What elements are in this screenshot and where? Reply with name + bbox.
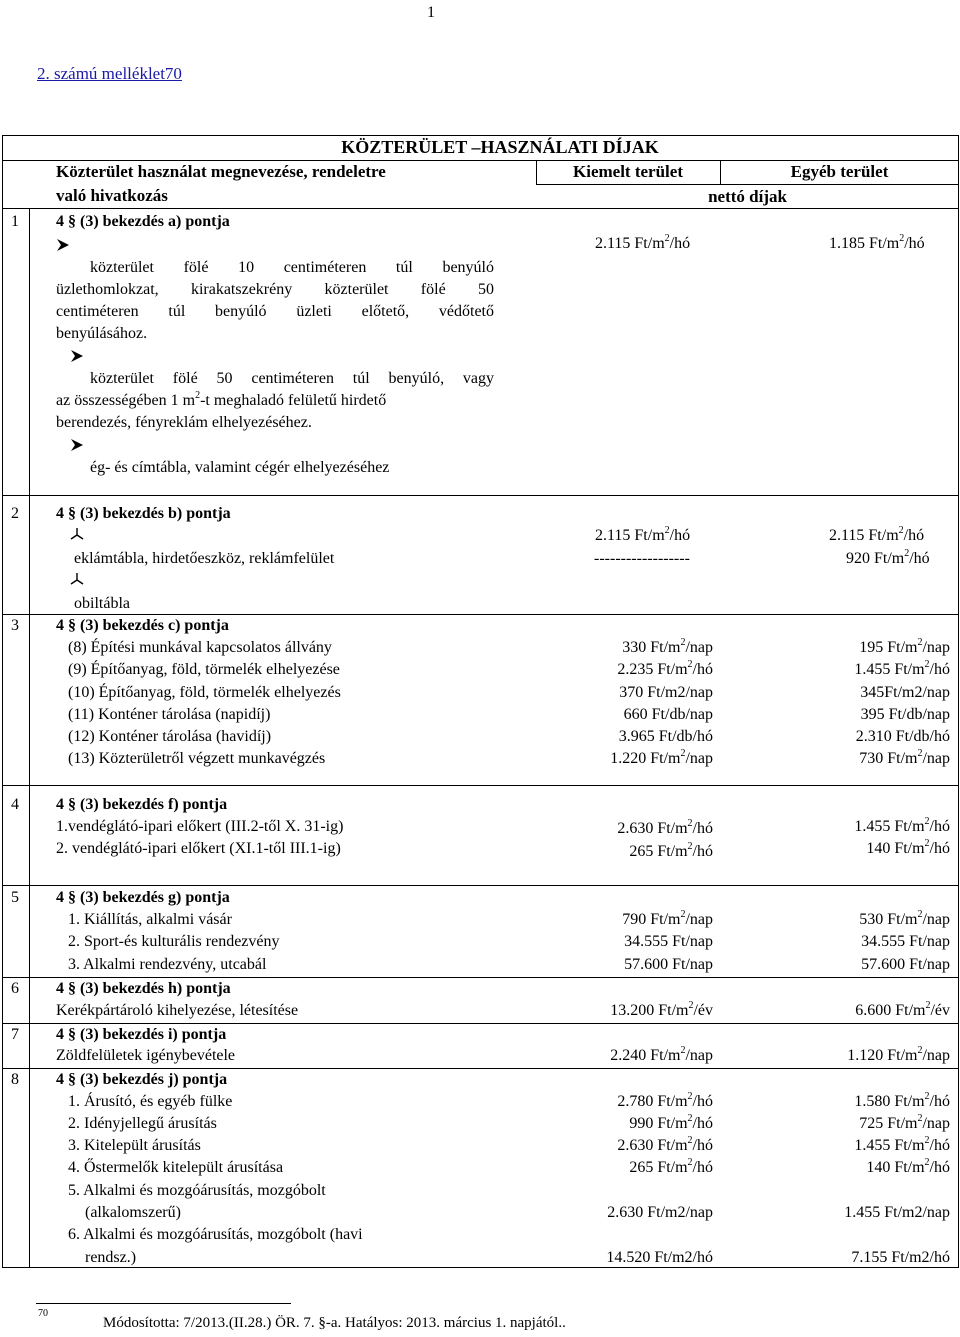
corner-bullet-icon (69, 571, 85, 587)
fee-egyeb: 725 $Ft/m^2$/nap (859, 1112, 950, 1132)
col2-header: Kiemelt terület (573, 162, 683, 181)
fee-egyeb: 140 $Ft/m^2/hó$ (866, 1156, 950, 1176)
bullet-text-line: berendezés, fényreklám elhelyezéséhez. (56, 414, 312, 431)
fee-egyeb: 1.455 $Ft/m^2/hó$ (854, 815, 950, 835)
fee-kiemelt: 2.115 $Ft/m^2/hó$ (595, 524, 691, 544)
list-item: 2. Idényjellegű árusítás (68, 1115, 217, 1132)
list-item: (10) Építőanyag, föld, törmelék elhelyezés (68, 684, 341, 701)
fee-egyeb: 1.185 $Ft/m^2/hó$ (829, 232, 925, 252)
fee-egyeb: 34.555 Ft/nap (861, 933, 950, 950)
fee-egyeb: 395 Ft/db/nap (860, 706, 950, 723)
corner-bullet-icon (69, 526, 85, 542)
fee-kiemelt: 2.630 $Ft/m^2/hó$ (617, 1134, 713, 1154)
bullet-text-line: üzlethomlokzat, kirakatszekrény közterület fölé 50 (56, 281, 494, 298)
fee-egyeb: 1.455 Ft/m2/nap (844, 1204, 950, 1221)
list-item: (alkalomszerű) (85, 1204, 181, 1221)
fee-egyeb: 195 $Ft/m^2$/nap (859, 636, 950, 656)
fee-kiemelt: 2.630 $Ft/m^2/hó$ (617, 817, 713, 837)
fee-kiemelt: 14.520 Ft/m2/hó (606, 1249, 713, 1266)
row-number: 4 (11, 796, 19, 813)
fee-egyeb: 530 $Ft/m^2$/nap (859, 908, 950, 928)
row-reference: 4 § (3) bekezdés h) pontja (56, 980, 231, 997)
list-item: 1.vendéglátó-ipari előkert (III.2-től X. 31-ig) (56, 818, 344, 835)
fee-egyeb: 920 $Ft/m^2/hó$ (846, 547, 930, 567)
row-number: 7 (11, 1026, 19, 1043)
list-item: eklámtábla, hirdetőeszköz, reklámfelület (74, 550, 335, 567)
fee-kiemelt: 330 $Ft/m^2$/nap (622, 636, 713, 656)
bullet-text-line: közterület fölé 10 centiméteren túl benyúló (90, 259, 494, 276)
table-title: KÖZTERÜLET –HASZNÁLATI DÍJAK (341, 137, 659, 157)
fee-kiemelt: 660 Ft/db/nap (623, 706, 713, 723)
fee-kiemelt: 34.555 Ft/nap (624, 933, 713, 950)
row-reference: 4 § (3) bekezdés f) pontja (56, 796, 228, 813)
row-number: 1 (11, 213, 19, 230)
fee-kiemelt: 790 $Ft/m^2$/nap (622, 908, 713, 928)
col1-header: Közterület használat megnevezése, rendeletre (56, 162, 386, 181)
arrow-bullet-icon (56, 238, 70, 252)
row-number: 5 (11, 889, 19, 906)
fee-kiemelt: 2.235 $Ft/m^2/hó$ (617, 658, 713, 678)
bullet-text-line: az összességében 1 $m^2-t$ meghaladó felületű hirdető (56, 389, 387, 409)
list-item: (12) Konténer tárolása (havidíj) (68, 728, 272, 745)
fee-egyeb: 1.120 $Ft/m^2$/nap (847, 1044, 950, 1064)
list-item: 1. Árusító, és egyéb fülke (68, 1093, 233, 1110)
fee-kiemelt: 2.240 $Ft/m^2$/nap (610, 1044, 713, 1064)
row-reference: 4 § (3) bekezdés j) pontja (56, 1071, 228, 1088)
bullet-text-line: ég- és címtábla, valamint cégér elhelyezéséhez (90, 459, 390, 476)
fee-kiemelt: 370 Ft/m2/nap (619, 684, 713, 701)
footnote-separator (36, 1303, 291, 1304)
footnote-text: Módosította: 7/2013.(II.28.) ÖR. 7. §-a. Hatályos: 2013. március 1. napjától.. (103, 1315, 566, 1331)
fee-kiemelt: 13.200 $Ft/m^2/év$ (610, 999, 713, 1019)
fee-egyeb: 1.455 $Ft/m^2/hó$ (854, 658, 950, 678)
row-number: 3 (11, 617, 19, 634)
annex-link[interactable]: 2. számú melléklet70 (37, 64, 182, 83)
fee-egyeb: 345Ft/m2/nap (860, 684, 950, 701)
fee-kiemelt: 2.780 $Ft/m^2/hó$ (617, 1090, 713, 1110)
fee-kiemelt: 265 $Ft/m^2/hó$ (629, 1156, 713, 1176)
list-item: 4. Őstermelők kitelepült árusítása (68, 1159, 284, 1176)
fee-kiemelt: 265 $Ft/m^2/hó$ (629, 840, 713, 860)
row-number: 6 (11, 980, 19, 997)
list-item: rendsz.) (85, 1249, 137, 1266)
row-reference: 4 § (3) bekezdés g) pontja (56, 889, 230, 906)
fee-kiemelt: 3.965 Ft/db/hó (618, 728, 713, 745)
row-number: 8 (11, 1071, 19, 1088)
list-item: (8) Építési munkával kapcsolatos állvány (68, 639, 332, 656)
list-item: (13) Közterületről végzett munkavégzés (68, 750, 326, 767)
row-number: 2 (11, 505, 19, 522)
row-reference: 4 § (3) bekezdés b) pontja (56, 505, 231, 522)
list-item: 3. Kitelepült árusítás (68, 1137, 201, 1154)
list-item: 1. Kiállítás, alkalmi vásár (68, 911, 232, 928)
fee-egyeb: 1.580 $Ft/m^2/hó$ (854, 1090, 950, 1110)
footnote-mark: 70 (38, 1308, 48, 1319)
bullet-text-line: benyúlásához. (56, 325, 148, 342)
fee-egyeb: 57.600 Ft/nap (861, 956, 950, 973)
row-reference: 4 § (3) bekezdés a) pontja (56, 213, 230, 230)
list-item: 6. Alkalmi és mozgóárusítás, mozgóbolt (havi (68, 1226, 363, 1243)
arrow-bullet-icon (70, 438, 84, 452)
fee-egyeb: 1.455 $Ft/m^2/hó$ (854, 1134, 950, 1154)
list-item: (9) Építőanyag, föld, törmelék elhelyezése (68, 661, 340, 678)
list-item: (11) Konténer tárolása (napidíj) (68, 706, 271, 723)
fee-egyeb: 730 $Ft/m^2$/nap (859, 747, 950, 767)
bullet-text-line: közterület fölé 50 centiméteren túl benyúló, vagy (90, 370, 494, 387)
list-item: Kerékpártároló kihelyezése, létesítése (56, 1002, 299, 1019)
list-item: obiltábla (74, 595, 130, 612)
list-item: 2. vendéglátó-ipari előkert (XI.1-től III.1-ig) (56, 840, 341, 857)
col1-header-2: való hivatkozás (56, 186, 168, 205)
fee-kiemelt: 1.220 $Ft/m^2$/nap (610, 747, 713, 767)
fee-egyeb: 2.115 $Ft/m^2/hó$ (829, 524, 925, 544)
fee-egyeb: 140 $Ft/m^2/hó$ (866, 837, 950, 857)
net-fees-header: nettó díjak (708, 187, 787, 206)
fee-kiemelt: ------------------ (594, 550, 690, 567)
page-number: 1 (427, 4, 435, 21)
row-reference: 4 § (3) bekezdés c) pontja (56, 617, 229, 634)
fee-kiemelt: 57.600 Ft/nap (624, 956, 713, 973)
fee-egyeb: 6.600 $Ft/m^2/év$ (855, 999, 950, 1019)
list-item: Zöldfelületek igénybevétele (56, 1047, 236, 1064)
list-item: 5. Alkalmi és mozgóárusítás, mozgóbolt (68, 1182, 326, 1199)
fee-kiemelt: 2.630 Ft/m2/nap (607, 1204, 713, 1221)
fee-kiemelt: 2.115 $Ft/m^2/hó$ (595, 232, 691, 252)
row-reference: 4 § (3) bekezdés i) pontja (56, 1026, 227, 1043)
bullet-text-line: centiméteren túl benyúló üzleti előtető, védőtető (56, 303, 494, 320)
fee-egyeb: 7.155 Ft/m2/hó (851, 1249, 950, 1266)
fee-kiemelt: 990 $Ft/m^2/hó$ (629, 1112, 713, 1132)
list-item: 2. Sport-és kulturális rendezvény (68, 933, 280, 950)
col3-header: Egyéb terület (790, 162, 889, 181)
arrow-bullet-icon (70, 349, 84, 363)
list-item: 3. Alkalmi rendezvény, utcabál (68, 956, 267, 973)
fee-egyeb: 2.310 Ft/db/hó (855, 728, 950, 745)
